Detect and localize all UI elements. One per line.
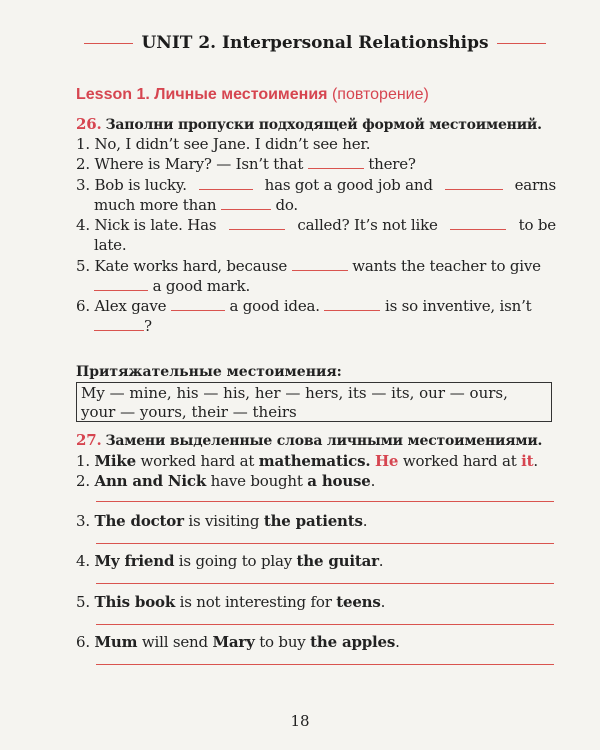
task26-heading: [76, 114, 542, 135]
blank-field[interactable]: [221, 195, 271, 210]
text-segment: worked hard at: [398, 452, 522, 470]
text-segment: to be: [518, 216, 556, 234]
lesson-title: [76, 86, 429, 104]
answer-line[interactable]: [96, 501, 554, 502]
task27-item-6: [76, 632, 400, 652]
task27-item-4: [76, 551, 383, 571]
highlighted-word: a house: [307, 472, 371, 490]
possessive-line-1: My — mine, his — his, her — hers, its — its, our — ours,: [81, 384, 508, 402]
answer-line[interactable]: [96, 543, 554, 544]
task27-number: 27.: [76, 431, 102, 449]
blank-field[interactable]: [308, 154, 364, 169]
text-segment: will send: [137, 633, 213, 651]
text-segment: earns: [514, 176, 556, 194]
blank-field[interactable]: [324, 296, 380, 311]
blank-field[interactable]: [94, 276, 148, 291]
highlighted-word: the patients: [263, 512, 363, 530]
text-segment: have bought: [206, 472, 308, 490]
sample-answer: it: [521, 452, 534, 470]
blank-field[interactable]: [199, 175, 253, 190]
text-segment: a good mark.: [152, 277, 251, 295]
lesson-title-main: Lesson 1. Личные местоимения: [76, 86, 328, 103]
text-segment: ?: [144, 317, 152, 335]
header-rule-left: [84, 43, 133, 44]
highlighted-word: Mike: [94, 452, 136, 470]
text-segment: worked hard at: [135, 452, 259, 470]
task26-line-1: 1. No, I didn’t see Jane. I didn’t see her.: [76, 135, 371, 153]
task26-line-2: [76, 154, 416, 174]
task27-item-3: [76, 511, 367, 531]
text-segment: 4. Nick is late. Has: [76, 216, 217, 234]
text-segment: is going to play: [174, 552, 297, 570]
item-number: 6.: [76, 633, 90, 651]
text-segment: 2. Where is Mary? — Isn’t that: [76, 155, 304, 173]
header-rule-right: [497, 43, 546, 44]
task26-line-6: [76, 296, 531, 316]
task26-instruction: Заполни пропуски подходящей формой местоимений.: [105, 117, 542, 133]
highlighted-word: the guitar: [296, 552, 379, 570]
task26-line-3: [76, 175, 556, 195]
lesson-title-subtitle: (повторение): [331, 86, 429, 103]
task26-line-3-cont: [76, 195, 298, 215]
text-segment: .: [395, 633, 400, 651]
answer-line[interactable]: [96, 583, 554, 584]
task26-line-5: [76, 256, 541, 276]
text-segment: wants the teacher to give: [352, 257, 541, 275]
text-segment: has got a good job and: [264, 176, 433, 194]
item-number: 4.: [76, 552, 90, 570]
text-segment: to buy: [254, 633, 311, 651]
task26-line-5-cont: [76, 276, 250, 296]
task26-line-4-cont: [76, 235, 126, 255]
answer-line[interactable]: [96, 624, 554, 625]
blank-field[interactable]: [94, 316, 144, 331]
possessive-box: [76, 382, 552, 422]
unit-header: [76, 30, 554, 56]
sample-answer: He: [374, 452, 399, 470]
text-segment: there?: [368, 155, 416, 173]
highlighted-word: My friend: [94, 552, 175, 570]
item-number: 5.: [76, 593, 90, 611]
task27-item-1: [76, 451, 538, 471]
possessive-line-2: your — yours, their — theirs: [81, 403, 297, 421]
text-segment: is visiting: [183, 512, 264, 530]
item-number: 2.: [76, 472, 90, 490]
task27-instruction: Замени выделенные слова личными местоимениями.: [105, 433, 543, 449]
highlighted-word: Ann and Nick: [94, 472, 207, 490]
text-segment: .: [533, 452, 538, 470]
task26-line-4: [76, 215, 556, 235]
text-segment: .: [378, 552, 384, 570]
task27-item-2: [76, 471, 375, 491]
item-number: 3.: [76, 512, 90, 530]
blank-field[interactable]: [445, 175, 503, 190]
blank-field[interactable]: [171, 296, 225, 311]
unit-title: UNIT 2. Interpersonal Relationships: [141, 33, 489, 53]
text-segment: 6. Alex gave: [76, 297, 167, 315]
blank-field[interactable]: [229, 215, 285, 230]
text-segment: is so inventive, isn’t: [384, 297, 532, 315]
highlighted-word: the apples: [310, 633, 396, 651]
task26-number: 26.: [76, 115, 102, 133]
highlighted-word: teens: [336, 593, 381, 611]
text-segment: .: [380, 593, 386, 611]
highlighted-word: This book: [94, 593, 176, 611]
text-segment: do.: [275, 196, 298, 214]
answer-line[interactable]: [96, 664, 554, 665]
highlighted-word: The doctor: [94, 512, 184, 530]
text-segment: a good idea.: [229, 297, 320, 315]
highlighted-word: Mum: [94, 633, 138, 651]
text-segment: called? It’s not like: [297, 216, 438, 234]
page-number: 18: [290, 712, 310, 730]
text-segment: .: [362, 512, 368, 530]
text-segment: much more than: [94, 196, 217, 214]
blank-field[interactable]: [450, 215, 506, 230]
task26-line-6-cont: [76, 316, 152, 336]
text-segment: .: [370, 472, 376, 490]
blank-field[interactable]: [292, 256, 348, 271]
task27-heading: [76, 430, 542, 451]
item-number: 1.: [76, 452, 90, 470]
text-segment: 3. Bob is lucky.: [76, 176, 187, 194]
task27-item-5: [76, 592, 385, 612]
highlighted-word: Mary: [212, 633, 255, 651]
text-segment: 5. Kate works hard, because: [76, 257, 288, 275]
possessive-title: Притяжательные местоимения:: [76, 364, 342, 380]
text-segment: late.: [94, 236, 127, 254]
text-segment: is not interesting for: [175, 593, 337, 611]
highlighted-word: mathematics.: [258, 452, 371, 470]
